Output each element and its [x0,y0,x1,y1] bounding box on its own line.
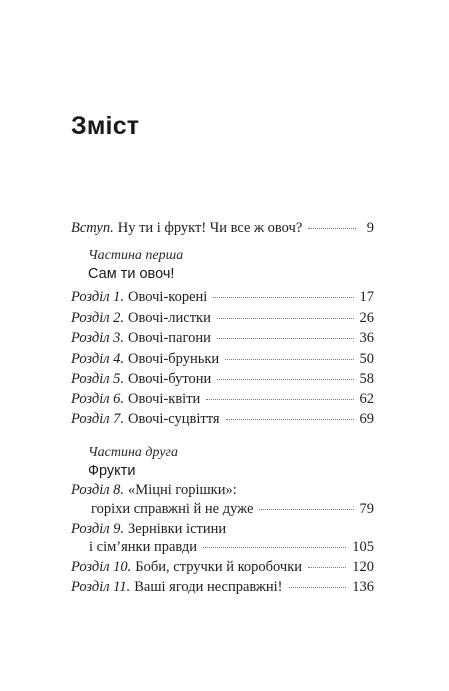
toc-entry-chapter-4[interactable] [71,350,374,369]
entry-label: Розділ 2. [71,310,125,326]
entry-title: Овочі-суцвіття [128,411,220,427]
entry-page: 17 [359,289,374,305]
entry-title: Ну ти і фрукт! Чи все ж овоч? [117,220,303,236]
toc-entry-chapter-9-cont[interactable] [71,538,374,557]
entry-title: Ваші ягоди несправжні! [134,579,283,595]
entry-label: Розділ 5. [71,371,125,387]
entry-label: Розділ 4. [71,351,125,367]
toc-entry-chapter-1[interactable] [71,288,374,307]
entry-page: 120 [352,559,374,575]
entry-title-cont: горіхи справжні й не дуже [91,501,254,517]
entry-title: Овочі-бутони [128,371,212,387]
toc-entry-chapter-5[interactable] [71,370,374,389]
entry-page: 105 [352,539,374,555]
toc-entry-chapter-6[interactable] [71,390,374,409]
entry-label: Розділ 1. [71,289,125,305]
part-label: Частина перша [88,248,184,263]
dot-leader [206,399,353,400]
entry-page: 136 [352,579,374,595]
dot-leader [226,419,354,420]
entry-title: Зернівки істини [128,521,227,537]
toc-entry-chapter-2[interactable] [71,309,374,328]
entry-label: Розділ 6. [71,391,125,407]
part-label: Частина друга [88,445,178,460]
entry-page: 79 [359,501,374,517]
dot-leader [203,547,346,548]
entry-title-cont: і сім’янки правди [89,539,198,555]
page-title: Зміст [71,112,140,140]
dot-leader [217,338,354,339]
dot-leader [217,379,353,380]
toc-entry-chapter-11[interactable] [71,578,374,597]
toc-entry-chapter-8[interactable] [71,481,374,500]
toc-entry-chapter-8-cont[interactable] [71,500,374,519]
entry-title: «Міцні горішки»: [128,482,237,498]
entry-page: 62 [359,391,374,407]
entry-title: Овочі-бруньки [128,351,220,367]
entry-page: 50 [359,351,374,367]
dot-leader [259,509,353,510]
entry-label: Розділ 10. [71,559,132,575]
entry-page: 26 [359,310,374,326]
entry-page: 36 [359,330,374,346]
dot-leader [217,318,354,319]
toc-entry-intro[interactable] [71,219,374,238]
toc-entry-chapter-9[interactable] [71,520,374,539]
toc-entry-chapter-10[interactable] [71,558,374,577]
entry-label: Розділ 8. [71,482,125,498]
dot-leader [213,297,353,298]
entry-page: 69 [359,411,374,427]
part-title: Фрукти [88,463,136,479]
entry-label: Розділ 7. [71,411,125,427]
dot-leader [308,567,346,568]
entry-label: Розділ 3. [71,330,125,346]
entry-title: Боби, стручки й коробочки [135,559,303,575]
entry-title: Овочі-листки [128,310,211,326]
entry-title: Овочі-корені [128,289,208,305]
entry-page: 9 [366,220,374,236]
entry-label: Розділ 9. [71,521,125,537]
toc-entry-chapter-3[interactable] [71,329,374,348]
entry-label: Вступ. [71,220,114,236]
entry-label: Розділ 11. [71,579,131,595]
dot-leader [308,228,356,229]
dot-leader [289,587,347,588]
entry-title: Овочі-пагони [128,330,211,346]
entry-page: 58 [359,371,374,387]
entry-title: Овочі-квіти [128,391,201,407]
dot-leader [225,359,353,360]
toc-entry-chapter-7[interactable] [71,410,374,429]
part-title: Сам ти овоч! [88,266,175,282]
